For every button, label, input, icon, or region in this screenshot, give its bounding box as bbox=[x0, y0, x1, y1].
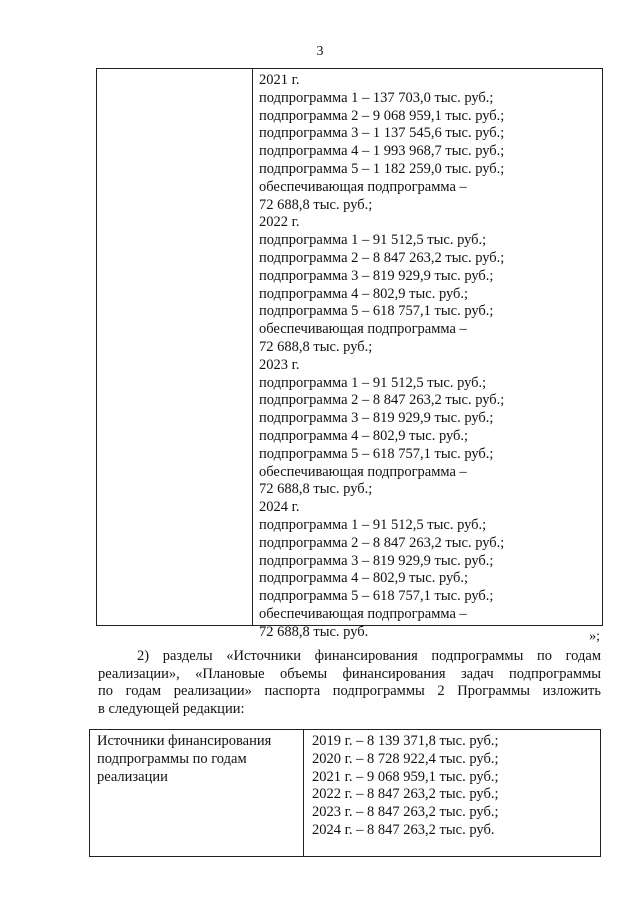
funding-line: подпрограмма 1 – 91 512,5 тыс. руб.; bbox=[259, 374, 487, 391]
label-line: Источники финансирования bbox=[97, 733, 272, 749]
funding-line: 2022 г. bbox=[259, 214, 300, 231]
funding-line: подпрограмма 2 – 8 847 263,2 тыс. руб.; bbox=[259, 249, 505, 266]
funding-line: подпрограмма 5 – 618 757,1 тыс. руб.; bbox=[259, 588, 494, 605]
funding-line: подпрограмма 4 – 1 993 968,7 тыс. руб.; bbox=[259, 143, 505, 160]
year-funding-line: 2024 г. – 8 847 263,2 тыс. руб. bbox=[312, 821, 495, 838]
year-funding-line: 2019 г. – 8 139 371,8 тыс. руб.; bbox=[312, 733, 499, 749]
funding-values-cell bbox=[259, 72, 599, 642]
funding-line: подпрограмма 5 – 618 757,1 тыс. руб.; bbox=[259, 445, 494, 462]
funding-table-continued bbox=[96, 68, 603, 640]
closing-quote-mark: »; bbox=[589, 629, 600, 644]
funding-line: подпрограмма 5 – 618 757,1 тыс. руб.; bbox=[259, 303, 494, 320]
year-funding-line: 2021 г. – 9 068 959,1 тыс. руб.; bbox=[312, 768, 499, 785]
funding-line: подпрограмма 3 – 819 929,9 тыс. руб.; bbox=[259, 267, 494, 284]
funding-line: 72 688,8 тыс. руб. bbox=[259, 623, 369, 640]
funding-line: подпрограмма 3 – 1 137 545,6 тыс. руб.; bbox=[259, 125, 505, 142]
funding-line: 2021 г. bbox=[259, 72, 300, 88]
funding-line: подпрограмма 2 – 8 847 263,2 тыс. руб.; bbox=[259, 392, 505, 409]
funding-line: 2024 г. bbox=[259, 499, 300, 516]
funding-line: подпрограмма 3 – 819 929,9 тыс. руб.; bbox=[259, 552, 494, 569]
funding-line: подпрограмма 5 – 1 182 259,0 тыс. руб.; bbox=[259, 160, 505, 177]
funding-line: подпрограмма 4 – 802,9 тыс. руб.; bbox=[259, 285, 469, 302]
funding-line: обеспечивающая подпрограмма – bbox=[259, 178, 467, 195]
paragraph-line: по годам реализации» паспорта подпрограммы 2 Программы изложить bbox=[98, 683, 601, 699]
paragraph-line: 2) разделы «Источники финансирования подпрограммы по годам bbox=[137, 648, 601, 664]
label-line: подпрограммы по годам bbox=[97, 750, 247, 767]
funding-line: обеспечивающая подпрограмма – bbox=[259, 605, 467, 622]
paragraph-line: в следующей редакции: bbox=[98, 700, 245, 717]
year-funding-line: 2022 г. – 8 847 263,2 тыс. руб.; bbox=[312, 786, 499, 803]
funding-sources-table bbox=[89, 729, 601, 857]
funding-line: подпрограмма 3 – 819 929,9 тыс. руб.; bbox=[259, 410, 494, 427]
year-funding-line: 2023 г. – 8 847 263,2 тыс. руб.; bbox=[312, 804, 499, 821]
funding-line: 72 688,8 тыс. руб.; bbox=[259, 481, 373, 498]
funding-line: подпрограмма 2 – 9 068 959,1 тыс. руб.; bbox=[259, 107, 505, 124]
funding-line: 72 688,8 тыс. руб.; bbox=[259, 338, 373, 355]
amendment-paragraph bbox=[98, 648, 601, 718]
page-number: 3 bbox=[316, 44, 324, 59]
funding-line: 72 688,8 тыс. руб.; bbox=[259, 196, 373, 213]
funding-line: подпрограмма 4 – 802,9 тыс. руб.; bbox=[259, 570, 469, 587]
funding-line: подпрограмма 2 – 8 847 263,2 тыс. руб.; bbox=[259, 534, 505, 551]
funding-line: подпрограмма 1 – 137 703,0 тыс. руб.; bbox=[259, 89, 494, 106]
funding-sources-values-cell bbox=[312, 733, 597, 840]
table-column-divider bbox=[303, 730, 304, 856]
year-funding-line: 2020 г. – 8 728 922,4 тыс. руб.; bbox=[312, 750, 499, 767]
funding-line: обеспечивающая подпрограмма – bbox=[259, 321, 467, 338]
funding-line: 2023 г. bbox=[259, 356, 300, 373]
funding-line: подпрограмма 1 – 91 512,5 тыс. руб.; bbox=[259, 232, 487, 249]
funding-sources-label-cell bbox=[97, 733, 297, 786]
table-column-divider bbox=[252, 69, 253, 625]
funding-line: подпрограмма 1 – 91 512,5 тыс. руб.; bbox=[259, 516, 487, 533]
funding-line: обеспечивающая подпрограмма – bbox=[259, 463, 467, 480]
paragraph-line: реализации», «Плановые объемы финансирования задач подпрограммы bbox=[98, 665, 601, 682]
label-line: реализации bbox=[97, 768, 168, 785]
funding-line: подпрограмма 4 – 802,9 тыс. руб.; bbox=[259, 427, 469, 444]
